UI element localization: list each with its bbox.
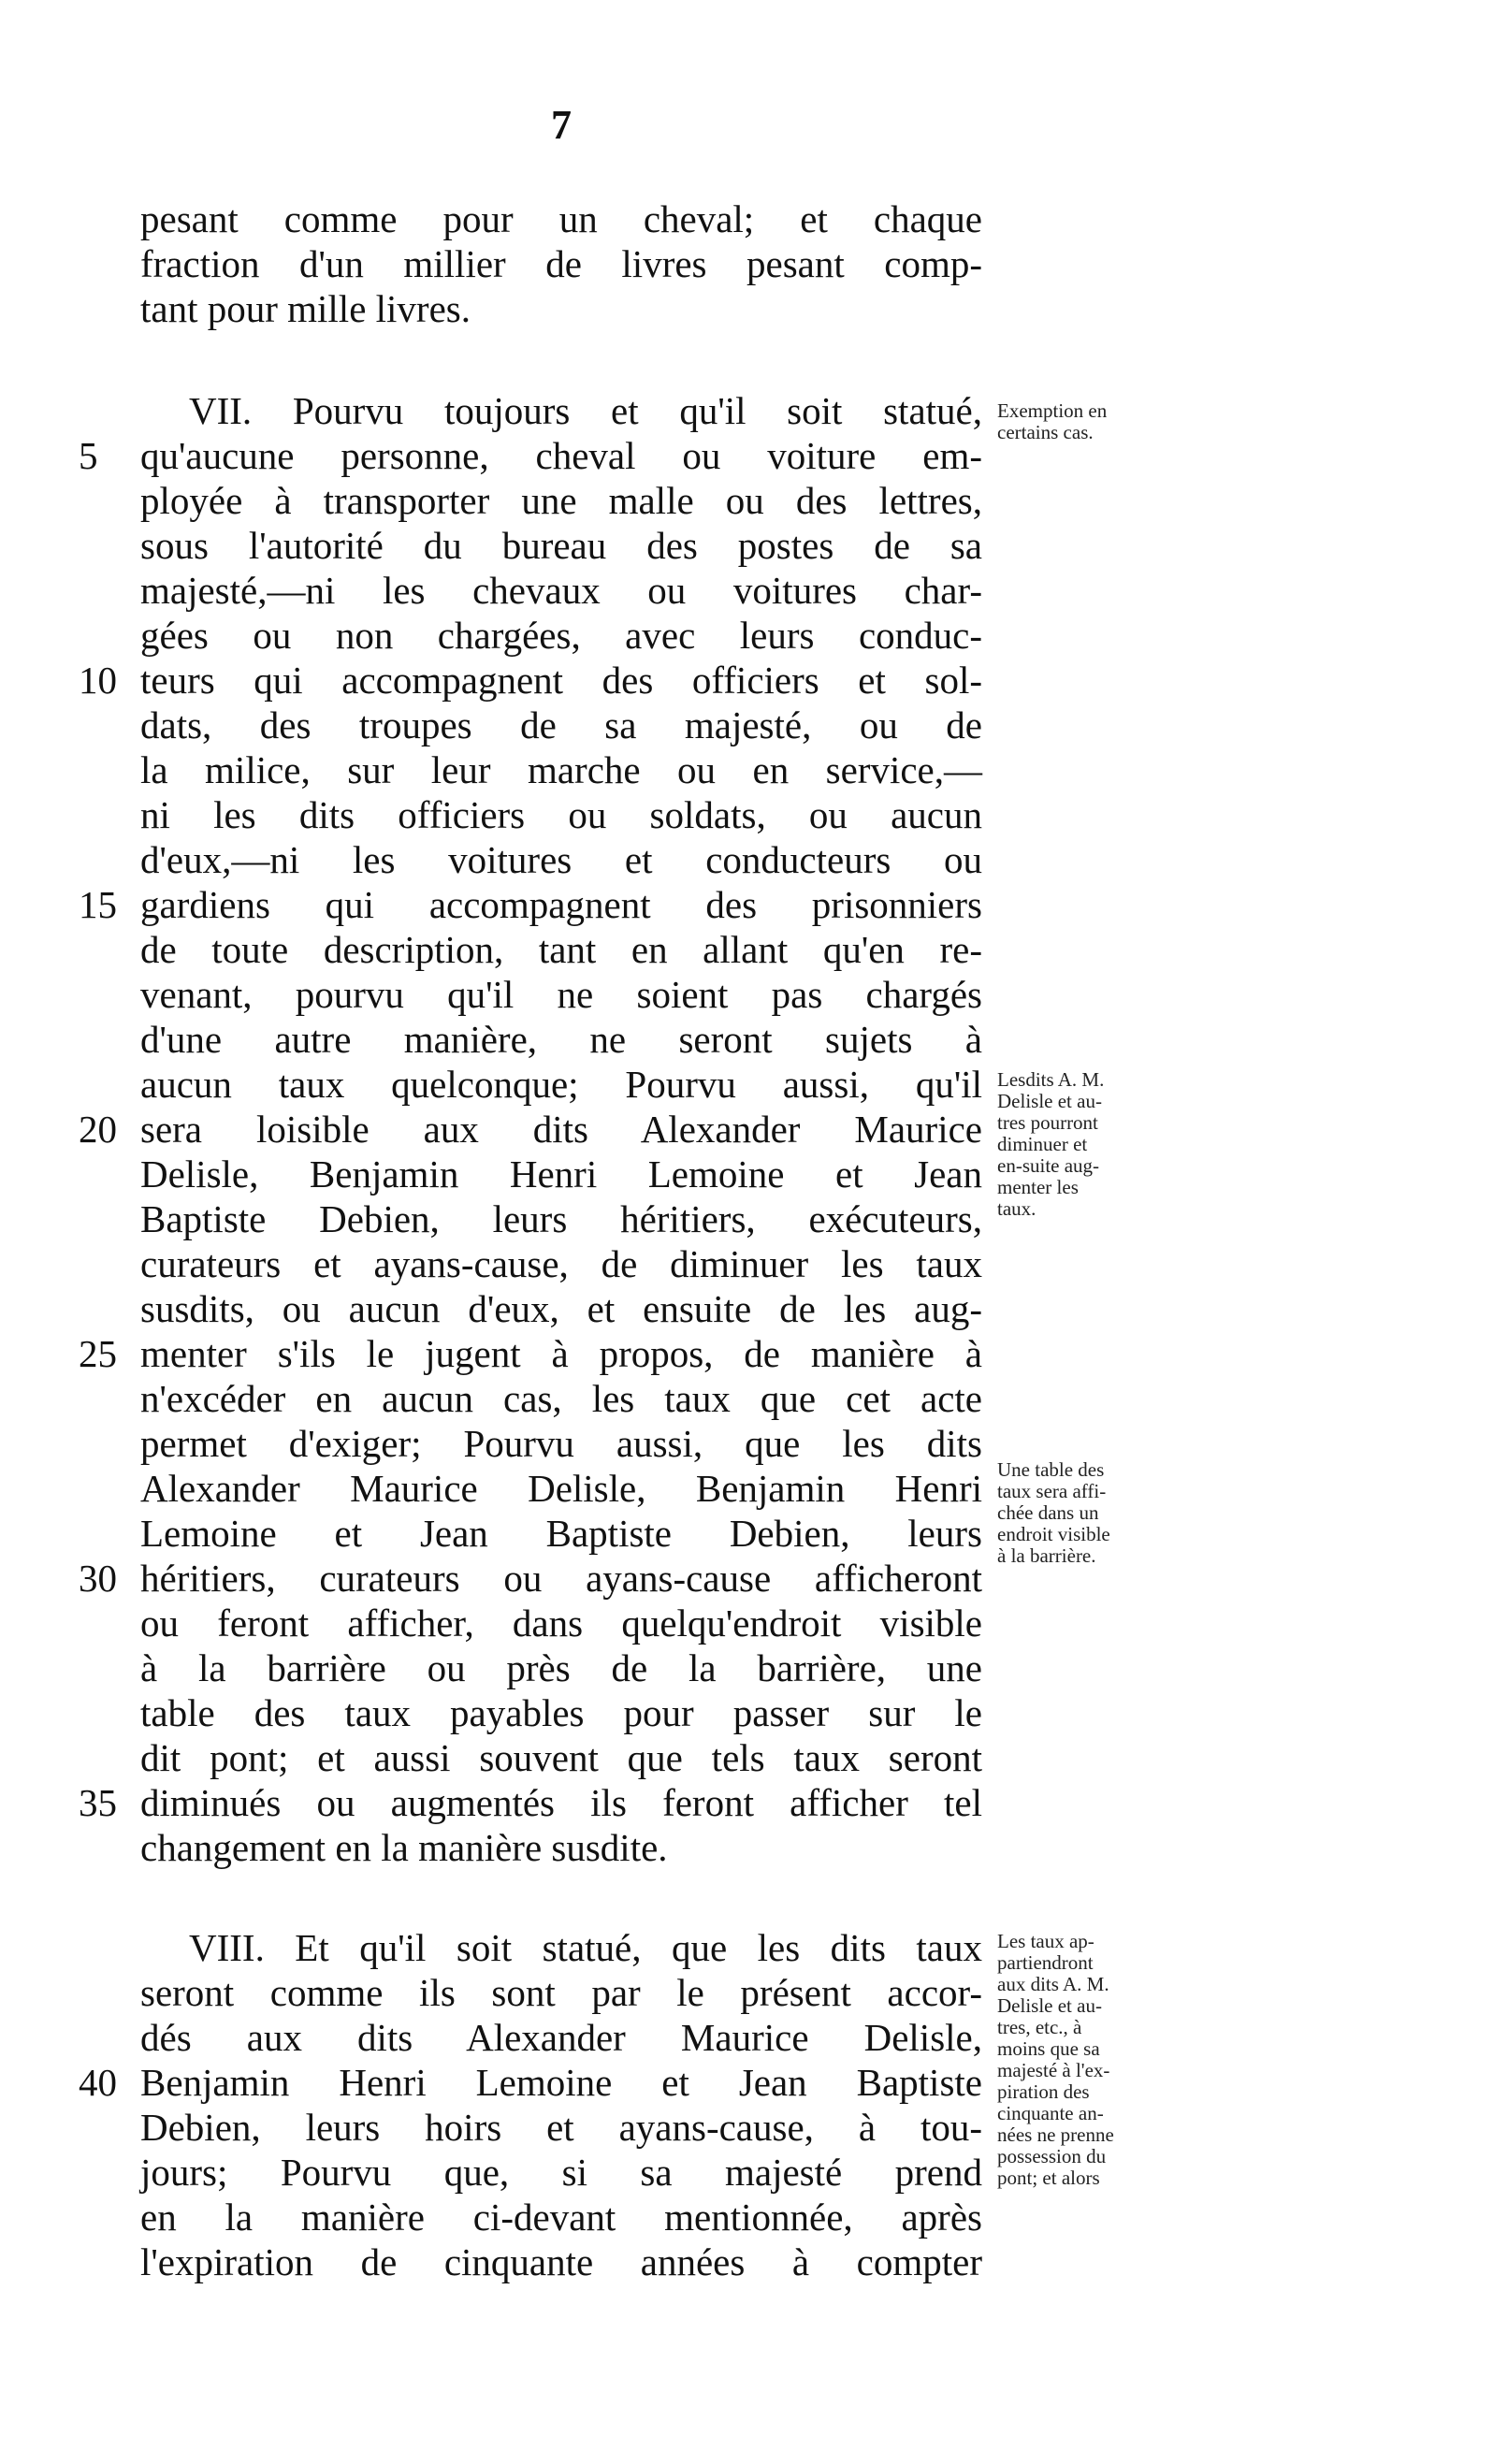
text-line: gardiens qui accompagnent des prisonniers bbox=[140, 883, 982, 926]
text-line: gées ou non chargées, avec leurs conduc- bbox=[140, 614, 982, 657]
margin-note-line: pont; et alors bbox=[997, 2167, 1100, 2189]
text-line: teurs qui accompagnent des officiers et sol- bbox=[140, 659, 982, 702]
text-line: Baptiste Debien, leurs héritiers, exécuteurs, bbox=[140, 1197, 982, 1240]
line-number: 30 bbox=[79, 1557, 117, 1600]
text-line: la milice, sur leur marche ou en service,— bbox=[140, 748, 982, 791]
line-number: 15 bbox=[79, 883, 117, 926]
text-line: ployée à transporter une malle ou des lettres, bbox=[140, 479, 982, 522]
text-line: Benjamin Henri Lemoine et Jean Baptiste bbox=[140, 2061, 982, 2104]
text-line: tant pour mille livres. bbox=[140, 287, 471, 330]
margin-note-line: piration des bbox=[997, 2080, 1090, 2103]
line-number: 25 bbox=[79, 1332, 117, 1375]
text-line: curateurs et ayans-cause, de diminuer les taux bbox=[140, 1242, 982, 1285]
page-number: 7 bbox=[551, 102, 572, 148]
margin-note bbox=[997, 1459, 1196, 1567]
text-line: susdits, ou aucun d'eux, et ensuite de les aug- bbox=[140, 1287, 982, 1330]
text-line: héritiers, curateurs ou ayans-cause afficheront bbox=[140, 1557, 982, 1600]
margin-note-line: moins que sa bbox=[997, 2037, 1100, 2060]
margin-note-line: taux sera affi- bbox=[997, 1480, 1107, 1502]
margin-note-line: Lesdits A. M. bbox=[997, 1068, 1105, 1091]
line-number: 10 bbox=[79, 659, 117, 702]
margin-note-line: Une table des bbox=[997, 1458, 1105, 1481]
margin-note-line: Les taux ap- bbox=[997, 1930, 1094, 1952]
text-line: Lemoine et Jean Baptiste Debien, leurs bbox=[140, 1512, 982, 1555]
line-number: 20 bbox=[79, 1108, 117, 1151]
margin-note bbox=[997, 1931, 1196, 2189]
text-line: diminués ou augmentés ils feront afficher tel bbox=[140, 1781, 982, 1824]
text-line: VIII. Et qu'il soit statué, que les dits taux bbox=[189, 1926, 982, 1969]
line-number: 35 bbox=[79, 1781, 117, 1824]
margin-note-line: à la barrière. bbox=[997, 1544, 1096, 1567]
margin-note-line: aux dits A. M. bbox=[997, 1973, 1109, 1995]
text-line: menter s'ils le jugent à propos, de manière à bbox=[140, 1332, 982, 1375]
margin-note-line: menter les bbox=[997, 1176, 1079, 1198]
text-line: sera loisible aux dits Alexander Maurice bbox=[140, 1108, 982, 1151]
margin-note-line: possession du bbox=[997, 2145, 1107, 2167]
text-line: dit pont; et aussi souvent que tels taux seront bbox=[140, 1736, 982, 1779]
text-line: VII. Pourvu toujours et qu'il soit statué, bbox=[189, 389, 982, 432]
margin-note-line: diminuer et bbox=[997, 1133, 1088, 1155]
text-line: venant, pourvu qu'il ne soient pas chargés bbox=[140, 973, 982, 1016]
text-line: Alexander Maurice Delisle, Benjamin Henri bbox=[140, 1467, 982, 1510]
text-line: n'excéder en aucun cas, les taux que cet acte bbox=[140, 1377, 982, 1420]
text-line: ni les dits officiers ou soldats, ou aucun bbox=[140, 793, 982, 836]
text-line: qu'aucune personne, cheval ou voiture em- bbox=[140, 434, 982, 477]
text-line: fraction d'un millier de livres pesant comp- bbox=[140, 242, 982, 285]
margin-note-line: taux. bbox=[997, 1197, 1036, 1220]
margin-note-line: certains cas. bbox=[997, 421, 1094, 443]
text-line: Delisle, Benjamin Henri Lemoine et Jean bbox=[140, 1152, 982, 1196]
margin-note-line: cinquante an- bbox=[997, 2102, 1104, 2124]
margin-note-line: majesté à l'ex- bbox=[997, 2059, 1110, 2081]
margin-note-line: en-suite aug- bbox=[997, 1154, 1100, 1177]
text-line: dats, des troupes de sa majesté, ou de bbox=[140, 703, 982, 746]
text-line: à la barrière ou près de la barrière, une bbox=[140, 1646, 982, 1689]
margin-note-line: endroit visible bbox=[997, 1523, 1110, 1545]
margin-note-line: tres, etc., à bbox=[997, 2016, 1082, 2038]
text-line: pesant comme pour un cheval; et chaque bbox=[140, 197, 982, 240]
text-line: majesté,—ni les chevaux ou voitures char- bbox=[140, 569, 982, 612]
text-line: aucun taux quelconque; Pourvu aussi, qu'il bbox=[140, 1063, 982, 1106]
margin-note-line: tres pourront bbox=[997, 1111, 1098, 1134]
text-line: seront comme ils sont par le présent accor- bbox=[140, 1971, 982, 2014]
text-line: d'une autre manière, ne seront sujets à bbox=[140, 1018, 982, 1061]
text-line: de toute description, tant en allant qu'en re- bbox=[140, 928, 982, 971]
margin-note-line: Delisle et au- bbox=[997, 1994, 1102, 2017]
text-line: d'eux,—ni les voitures et conducteurs ou bbox=[140, 838, 982, 881]
margin-note bbox=[997, 1069, 1196, 1220]
text-line: en la manière ci-devant mentionnée, après bbox=[140, 2196, 982, 2239]
line-number: 40 bbox=[79, 2061, 117, 2104]
text-line: sous l'autorité du bureau des postes de sa bbox=[140, 524, 982, 567]
margin-note-line: chée dans un bbox=[997, 1501, 1099, 1524]
text-line: dés aux dits Alexander Maurice Delisle, bbox=[140, 2016, 982, 2059]
margin-note-line: nées ne prenne bbox=[997, 2123, 1114, 2146]
margin-note-line: Exemption en bbox=[997, 399, 1108, 422]
text-line: ou feront afficher, dans quelqu'endroit visible bbox=[140, 1602, 982, 1645]
margin-note-line: Delisle et au- bbox=[997, 1090, 1102, 1112]
margin-note-line: partiendront bbox=[997, 1951, 1094, 1974]
text-line: l'expiration de cinquante années à compter bbox=[140, 2240, 982, 2283]
text-line: permet d'exiger; Pourvu aussi, que les dits bbox=[140, 1422, 982, 1465]
text-line: table des taux payables pour passer sur le bbox=[140, 1691, 982, 1734]
text-line: jours; Pourvu que, si sa majesté prend bbox=[140, 2151, 982, 2194]
line-number: 5 bbox=[79, 434, 98, 477]
text-line: changement en la manière susdite. bbox=[140, 1826, 668, 1869]
text-line: Debien, leurs hoirs et ayans-cause, à tou- bbox=[140, 2106, 982, 2149]
margin-note bbox=[997, 400, 1196, 443]
